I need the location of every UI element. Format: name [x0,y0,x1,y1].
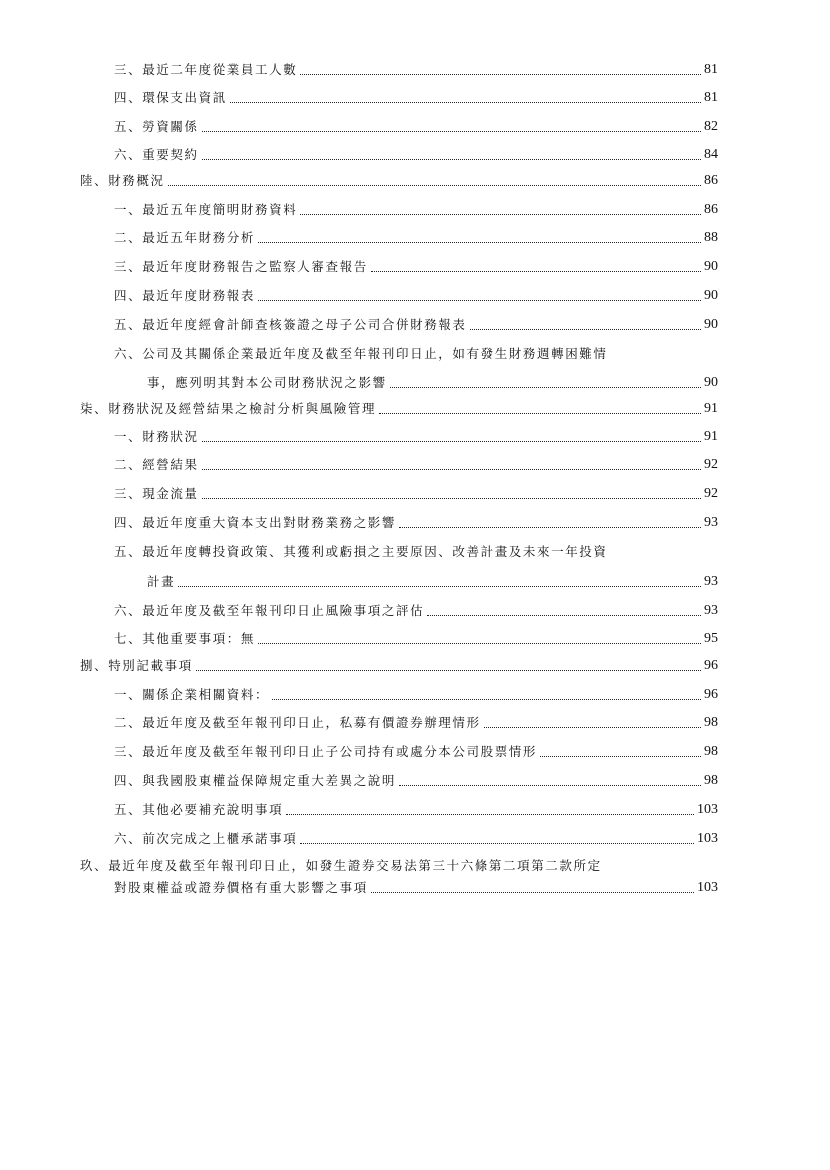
toc-row [0,855,830,877]
toc-entry[interactable] [80,398,718,420]
toc-entry[interactable] [114,483,718,505]
toc-row [0,144,830,166]
toc-entry-title: 二、最近年度及截至年報刊印日止，私募有價證券辦理情形 [114,715,481,730]
dot-leader [540,755,701,757]
toc-page-number: 98 [704,744,718,759]
toc-entry-title: 六、前次完成之上櫃承諾事項 [114,831,298,846]
toc-page-number: 86 [704,202,718,217]
dot-leader [484,726,701,728]
toc-page-number: 103 [697,802,718,817]
toc-entry-title: 六、最近年度及截至年報刊印日止風險事項之評估 [114,603,425,618]
toc-page-number: 103 [697,880,718,895]
toc-entry[interactable] [114,712,718,734]
toc-page-number: 93 [704,603,718,618]
dot-leader [399,784,701,786]
dot-leader [258,299,701,301]
toc-entry-title: 計畫 [147,574,176,589]
dot-leader [300,73,701,75]
toc-entry[interactable] [114,59,718,81]
dot-leader [168,184,701,186]
dot-leader [258,642,701,644]
toc-page-number: 103 [697,831,718,846]
toc-page-number: 96 [704,687,718,702]
toc-row [0,256,830,278]
toc-row [0,372,830,394]
toc-page-number: 90 [704,288,718,303]
toc-row [0,828,830,850]
toc-entry-title: 一、最近五年度簡明財務資料 [114,202,298,217]
toc-page-number: 81 [704,90,718,105]
toc-entry-title: 二、經營結果 [114,457,199,472]
dot-leader [178,585,701,587]
toc-row [0,454,830,476]
toc-entry-title: 柒、財務狀況及經營結果之檢討分析與風險管理 [80,401,377,416]
dot-leader [371,270,701,272]
toc-row [0,877,830,899]
toc-row [0,426,830,448]
toc-page-number: 90 [704,259,718,274]
dot-leader [399,526,701,528]
toc-entry[interactable] [80,855,718,877]
toc-page-number: 90 [704,375,718,390]
toc-entry-title: 三、現金流量 [114,486,199,501]
toc-entry[interactable] [114,285,718,307]
toc-row [0,628,830,650]
toc-page-number: 88 [704,230,718,245]
toc-page-number: 98 [704,715,718,730]
toc-entry[interactable] [147,571,718,593]
toc-row [0,343,830,365]
toc-page-number: 91 [704,429,718,444]
toc-entry[interactable] [114,684,718,706]
toc-entry[interactable] [114,541,718,563]
toc-row [0,170,830,192]
toc-row [0,571,830,593]
dot-leader [300,213,701,215]
toc-entry-title: 捌、特別記載事項 [80,658,193,673]
toc-page-number: 91 [704,401,718,416]
toc-entry[interactable] [80,655,718,677]
toc-entry[interactable] [114,628,718,650]
toc-page-number: 86 [704,173,718,188]
toc-entry[interactable] [114,116,718,138]
toc-page-number: 81 [704,62,718,77]
toc-entry-title: 四、與我國股東權益保障規定重大差異之說明 [114,773,397,788]
toc-row [0,684,830,706]
toc-entry[interactable] [114,256,718,278]
toc-entry-title: 五、最近年度經會計師查核簽證之母子公司合併財務報表 [114,317,467,332]
toc-entry[interactable] [147,372,718,394]
toc-page-number: 82 [704,119,718,134]
toc-entry-title: 七、其他重要事項：無 [114,631,256,646]
toc-row [0,712,830,734]
toc-entry-title: 玖、最近年度及截至年報刊印日止，如發生證券交易法第三十六條第二項第二款所定 [80,858,602,873]
dot-leader [202,497,701,499]
toc-entry[interactable] [114,314,718,336]
toc-entry-title: 三、最近年度財務報告之監察人審查報告 [114,259,368,274]
toc-entry[interactable] [114,144,718,166]
dot-leader [196,669,701,671]
toc-row [0,227,830,249]
toc-entry[interactable] [114,454,718,476]
dot-leader [202,158,701,160]
dot-leader [371,891,694,893]
toc-page-number: 93 [704,515,718,530]
dot-leader [379,412,701,414]
dot-leader [390,386,701,388]
toc-entry-title: 一、財務狀況 [114,429,199,444]
toc-page-number: 92 [704,486,718,501]
toc-page-number: 98 [704,773,718,788]
toc-page-number: 92 [704,457,718,472]
toc-row [0,59,830,81]
toc-page-number: 84 [704,147,718,162]
toc-entry[interactable] [114,199,718,221]
toc-entry-title: 陸、財務概況 [80,173,165,188]
toc-page-number: 96 [704,658,718,673]
dot-leader [202,130,701,132]
toc-page-number: 90 [704,317,718,332]
toc-entry[interactable] [114,512,718,534]
toc-entry[interactable] [114,343,718,365]
toc-entry[interactable] [114,877,718,899]
toc-entry-title: 四、環保支出資訊 [114,90,227,105]
toc-row [0,512,830,534]
toc-row [0,655,830,677]
dot-leader [272,698,701,700]
toc-entry[interactable] [114,600,718,622]
toc-entry-title: 一、關係企業相關資料： [114,687,270,702]
toc-entry-title: 對股東權益或證券價格有重大影響之事項 [114,880,368,895]
toc-entry-title: 六、重要契約 [114,147,199,162]
toc-entry[interactable] [114,828,718,850]
toc-entry-title: 事，應列明其對本公司財務狀況之影響 [147,375,387,390]
toc-page-number: 95 [704,631,718,646]
toc-row [0,285,830,307]
dot-leader [258,241,701,243]
dot-leader [202,468,701,470]
toc-page-number: 93 [704,574,718,589]
toc-row [0,199,830,221]
dot-leader [427,614,701,616]
toc-entry-title: 六、公司及其關係企業最近年度及截至年報刊印日止，如有發生財務週轉困難情 [114,346,608,361]
toc-entry[interactable] [114,426,718,448]
toc-row [0,87,830,109]
toc-row [0,600,830,622]
toc-row [0,398,830,420]
toc-entry[interactable] [114,770,718,792]
toc-entry-title: 三、最近二年度從業員工人數 [114,62,298,77]
toc-row [0,483,830,505]
toc-entry[interactable] [114,87,718,109]
toc-row [0,741,830,763]
toc-row [0,799,830,821]
toc-entry[interactable] [114,227,718,249]
dot-leader [202,440,701,442]
toc-entry[interactable] [114,799,718,821]
toc-row [0,541,830,563]
toc-entry[interactable] [114,741,718,763]
toc-row [0,770,830,792]
toc-row [0,116,830,138]
toc-entry-title: 五、其他必要補充說明事項 [114,802,284,817]
dot-leader [230,101,701,103]
toc-entry-title: 四、最近年度財務報表 [114,288,256,303]
toc-entry-title: 三、最近年度及截至年報刊印日止子公司持有或處分本公司股票情形 [114,744,538,759]
toc-entry-title: 二、最近五年財務分析 [114,230,256,245]
toc-row [0,314,830,336]
dot-leader [286,813,694,815]
toc-entry-title: 五、勞資關係 [114,119,199,134]
toc-entry-title: 四、最近年度重大資本支出對財務業務之影響 [114,515,397,530]
toc-entry[interactable] [80,170,718,192]
dot-leader [470,328,701,330]
dot-leader [300,842,694,844]
toc-entry-title: 五、最近年度轉投資政策、其獲利或虧損之主要原因、改善計畫及未來一年投資 [114,544,608,559]
